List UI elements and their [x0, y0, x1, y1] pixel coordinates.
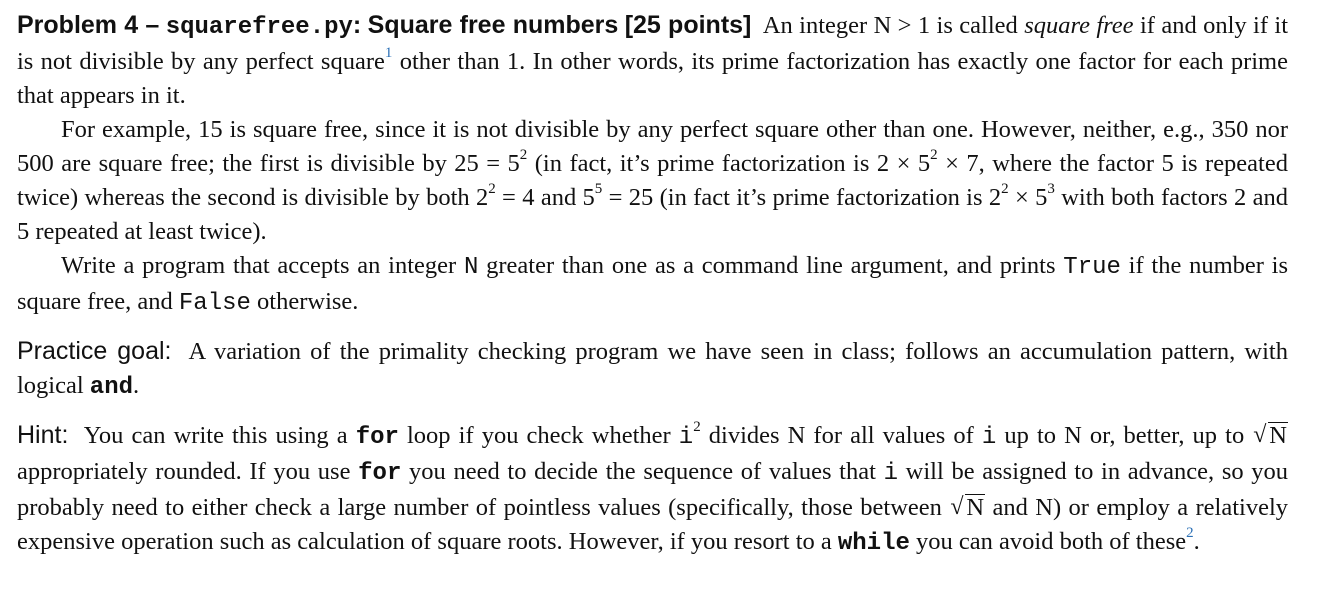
sqrt-symbol: √ — [1253, 422, 1267, 448]
sqrt-radicand: N — [966, 494, 985, 521]
exponent: 3 — [1047, 180, 1055, 197]
sqrt-expression — [1253, 419, 1288, 453]
task-text-d: otherwise. — [257, 288, 359, 315]
code-for: for — [358, 460, 402, 487]
exponent: 2 — [488, 180, 496, 197]
exponent: 2 — [519, 146, 528, 163]
task-text-c: if the number is square free, and — [17, 252, 1289, 315]
task-text-b: greater than one as a command line argument, and prints — [486, 252, 1056, 279]
sqrt-radicand: N — [1269, 422, 1287, 449]
hint-text-d: up to N or, better, up to — [1004, 422, 1245, 449]
example-text-c: × 7, where the factor 5 is repeated twice) whereas the second is divisible by both 2 — [17, 150, 1288, 211]
code-false: False — [178, 290, 251, 317]
footnote-2-link[interactable]: 2 — [1186, 524, 1194, 541]
example-paragraph — [17, 113, 1288, 249]
task-text-a: Write a program that accepts an integer — [61, 252, 457, 279]
intro-text-a: An integer N > 1 is called — [762, 12, 1018, 39]
example-text-f: × 5 — [1008, 184, 1048, 211]
exponent: 2 — [930, 146, 938, 163]
hint-text-j: . — [1193, 528, 1200, 555]
hint-text-c: divides N for all values of — [708, 422, 974, 449]
example-text-d: = 4 and 5 — [495, 184, 595, 211]
problem-filename: squarefree.py — [165, 14, 353, 41]
intro-text-b: if and only if it is not divisible by any perfect square — [17, 12, 1289, 75]
hint-label: Hint: — [17, 421, 69, 449]
practice-goal-paragraph — [17, 334, 1288, 405]
problem-statement — [17, 8, 1288, 113]
intro-text-c: other than 1. In other words, its prime factorization has exactly one factor for each prime that appears in it. — [17, 48, 1288, 109]
sqrt-symbol: √ — [950, 494, 964, 520]
hint-text-g: will be assigned to in advance, so you probably need to either check a large number of pointless values (specifically, those between — [17, 458, 1289, 521]
practice-goal-label: Practice goal: — [17, 337, 172, 365]
code-while: while — [837, 530, 910, 557]
problem-points: [25 points] — [624, 11, 752, 39]
intro-italic-term: square free — [1024, 12, 1134, 39]
exponent: 2 — [693, 418, 701, 435]
example-text-a: For example, 15 is square free, since it is not divisible by any perfect square other than one. However, neither, e.g., 350 nor 500 are square free; the first is divisible by 25 = 5 — [17, 116, 1288, 177]
code-true: True — [1063, 254, 1121, 281]
example-text-g: with both factors 2 and 5 repeated at least twice). — [17, 184, 1288, 245]
hint-text-e: appropriately rounded. If you use — [17, 458, 351, 485]
exponent: 5 — [594, 180, 603, 197]
exponent: 2 — [1001, 180, 1009, 197]
hint-text-f: you need to decide the sequence of values that — [409, 458, 876, 485]
hint-text-h: and N) or employ a relatively expensive operation such as calculation of square roots. However, if you resort to a — [17, 494, 1289, 555]
problem-title: Square free numbers — [367, 11, 619, 39]
hint-text-i: you can avoid both of these — [916, 528, 1187, 555]
code-i: i — [883, 460, 898, 487]
code-for: for — [355, 424, 399, 451]
practice-text-b: . — [133, 372, 140, 399]
problem-colon: : — [352, 11, 362, 39]
code-and: and — [89, 374, 134, 401]
code-i: i — [981, 424, 997, 451]
example-text-b: (in fact, it’s prime factorization is 2 × 5 — [527, 150, 931, 177]
task-paragraph — [17, 249, 1288, 321]
practice-text-a: A variation of the primality checking program we have seen in class; follows an accumulation pattern, with logical — [17, 338, 1288, 399]
footnote-1-link[interactable]: 1 — [384, 44, 393, 61]
code-n: N — [463, 254, 479, 281]
hint-paragraph — [17, 418, 1288, 561]
code-i: i — [678, 424, 694, 451]
example-text-e: = 25 (in fact it’s prime factorization is 2 — [602, 184, 1002, 211]
hint-text-b: loop if you check whether — [407, 422, 671, 449]
hint-text-a: You can write this using a — [83, 422, 348, 449]
problem-label: Problem 4 – — [17, 11, 160, 39]
sqrt-expression — [950, 491, 985, 525]
